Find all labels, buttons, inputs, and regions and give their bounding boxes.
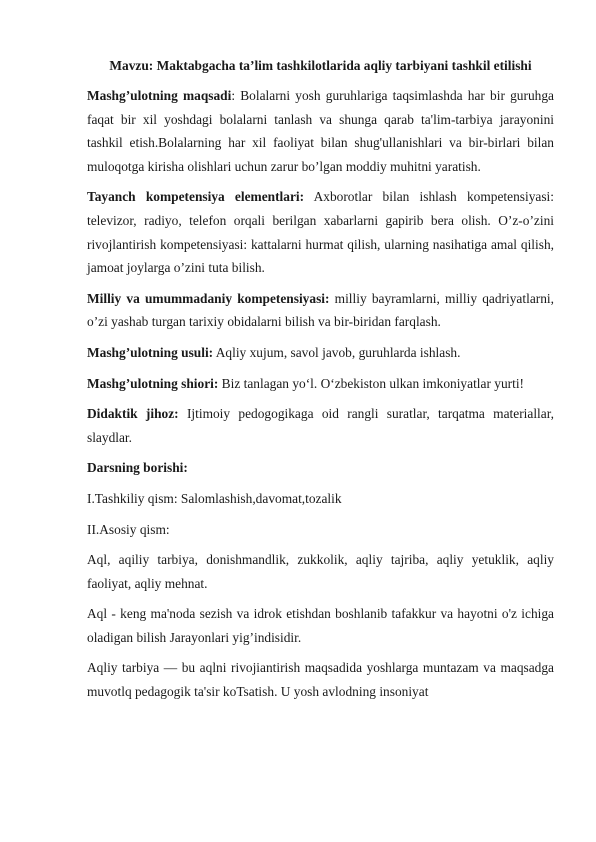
section-label: Mashg’ulotning usuli: <box>87 344 214 360</box>
section-label: Milliy va umummadaniy kompetensiyasi: <box>87 290 330 306</box>
document-title: Mavzu: Maktabgacha ta’lim tashkilotlarida aqliy tarbiyani tashkil etilishi <box>109 58 532 73</box>
section-label: Mashg’ulotning shiori: <box>87 375 219 391</box>
section-core-competence <box>87 185 554 279</box>
paragraph-key-terms: Aql, aqiliy tarbiya, donishmandlik, zukkolik, aqliy tajriba, aqliy yetuklik, aqliy faoliyat, aqliy mehnat. <box>87 552 554 591</box>
section-national-competence <box>87 287 554 334</box>
section-label: Didaktik jihoz: <box>87 406 179 422</box>
paragraph-organizational-part: I.Tashkiliy qism: Salomlashish,davomat,tozalik <box>87 490 342 506</box>
section-motto <box>87 372 554 396</box>
paragraph-mental-education: Aqliy tarbiya — bu aqlni rivojiantirish maqsadida yoshlarga muntazam va maqsadga muvotlq pedagogik ta'sir koTsatish. U yosh avlodning insoniyat <box>87 660 554 700</box>
section-text: milliy bayramlarni, milliy qadriyatlarni, o’zi yashab turgan tarixiy obidalarni bilish va bir-biridan farqlash. <box>87 290 554 330</box>
section-lesson-flow <box>87 456 554 480</box>
document-page <box>87 56 554 711</box>
section-label: Tayanch kompetensiya elementlari: <box>87 189 305 205</box>
section-text: Biz tanlagan yo‘l. O‘zbekiston ulkan imkoniyatlar yurti! <box>218 375 525 391</box>
paragraph-mind-definition: Aql - keng ma'noda sezish va idrok etishdan boshlanib tafakkur va hayotni o'z ichiga oladigan bilish Jarayonlari yig’indisidir. <box>87 606 554 645</box>
paragraph-main-part: II.Asosiy qism: <box>87 521 170 537</box>
section-didactic-equipment <box>87 402 554 449</box>
section-method <box>87 341 554 365</box>
section-label: Darsning borishi: <box>87 460 188 476</box>
section-text: Aqliy xujum, savol javob, guruhlarda ishlash. <box>213 344 461 360</box>
section-text: Ijtimoiy pedogogikaga oid rangli suratlar, tarqatma materiallar, slaydlar. <box>87 406 554 445</box>
section-text: : Bolalarni yosh guruhlariga taqsimlashda har bir guruhga faqat bir xil yoshdagi bolalarni tanlash va shunga qarab ta'lim-tarbiya jarayonini tashkil etish.Bolalarning har xil faoliyat bilan shug'ullanishlari va bir-birlari bilan muloqotga kirisha olishlari uchun zarur bo’lgan moddiy muhitni yaratish. <box>87 88 554 174</box>
section-label: Mashg’ulotning maqsadi <box>87 88 232 103</box>
section-goal <box>87 84 554 178</box>
section-text: Axborotlar bilan ishlash kompetensiyasi: televizor, radiyo, telefon orqali berilgan xabarlarni gapirib bera olish. O’z-o’zini rivojlantirish kompetensiyasi: kattalarni hurmat qilish, ularning nasihatiga amal qilish, jamoat joylarga o’zini tuta bilish. <box>87 189 554 276</box>
